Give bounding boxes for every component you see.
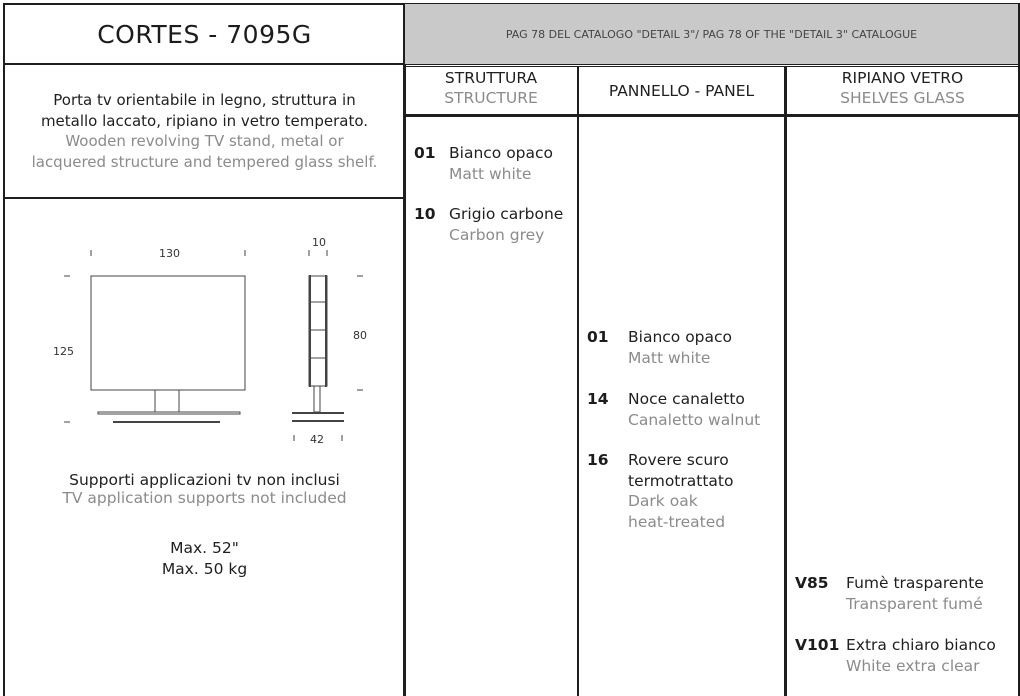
glass-name-italian: Fumè trasparente bbox=[846, 574, 984, 592]
product-description bbox=[4, 90, 405, 172]
column-header-shelves bbox=[787, 68, 1018, 114]
front-view-screen bbox=[91, 276, 245, 390]
technical-drawing bbox=[40, 230, 380, 450]
structure-finish-10 bbox=[414, 204, 576, 245]
structure-label-italian: STRUTTURA bbox=[444, 69, 538, 87]
finish-code: 01 bbox=[587, 328, 609, 346]
divider-desc bbox=[3, 197, 405, 199]
description-italian: Porta tv orientabile in legno, struttura in metallo laccato, ripiano in vetro temperato. bbox=[40, 91, 369, 130]
side-view-stem bbox=[314, 386, 320, 412]
front-view-base bbox=[98, 412, 240, 414]
front-view-stem bbox=[155, 390, 179, 412]
product-title: CORTES - 7095G bbox=[97, 19, 312, 49]
panel-finish-14 bbox=[587, 389, 782, 430]
supports-note-english: TV application supports not included bbox=[62, 489, 347, 507]
finish-name-italian: Grigio carbone bbox=[449, 205, 564, 223]
finish-name-english: Dark oak bbox=[628, 492, 698, 510]
divider-colhead bbox=[405, 114, 1020, 117]
finish-name-italian-cont: termotrattato bbox=[628, 471, 734, 490]
supports-note bbox=[4, 471, 405, 507]
finish-code: 14 bbox=[587, 390, 609, 408]
shelf-glass-v101 bbox=[795, 635, 1017, 676]
panel-finish-01 bbox=[587, 327, 782, 368]
glass-name-italian: Extra chiaro bianco bbox=[846, 636, 996, 654]
dimension-depth-top: 10 bbox=[312, 236, 326, 249]
finish-code: 01 bbox=[414, 144, 436, 162]
glass-code: V101 bbox=[795, 636, 840, 654]
shelf-glass-v85 bbox=[795, 573, 1017, 614]
dimension-width: 130 bbox=[159, 247, 180, 260]
structure-finish-01 bbox=[414, 143, 576, 184]
panel-finish-16 bbox=[587, 450, 782, 532]
glass-code: V85 bbox=[795, 574, 829, 592]
finish-name-italian: Noce canaletto bbox=[628, 390, 745, 408]
dimension-drawing bbox=[40, 230, 380, 450]
divider-col-2 bbox=[784, 66, 787, 696]
side-view-column bbox=[309, 276, 327, 386]
max-size: Max. 52" bbox=[170, 539, 239, 557]
finish-name-english-cont: heat-treated bbox=[628, 512, 726, 531]
finish-name-english: Canaletto walnut bbox=[628, 410, 761, 429]
description-english: Wooden revolving TV stand, metal or lacquered structure and tempered glass shelf. bbox=[31, 132, 378, 171]
finish-name-italian: Bianco opaco bbox=[628, 328, 733, 346]
shelves-label-english: SHELVES GLASS bbox=[840, 89, 965, 107]
max-limits bbox=[4, 538, 405, 580]
shelves-label-italian: RIPIANO VETRO bbox=[841, 69, 964, 87]
finish-name-english: Matt white bbox=[449, 164, 532, 183]
finish-name-english: Matt white bbox=[628, 348, 711, 367]
finish-name-italian: Rovere scuro bbox=[628, 451, 729, 469]
finish-name-english: Carbon grey bbox=[449, 225, 545, 244]
divider-colhead-top bbox=[405, 66, 1020, 67]
catalogue-reference: PAG 78 DEL CATALOGO "DETAIL 3"/ PAG 78 OF THE "DETAIL 3" CATALOGUE bbox=[405, 4, 1018, 64]
dimension-height: 125 bbox=[53, 345, 74, 358]
dimension-side-height: 80 bbox=[353, 329, 367, 342]
glass-name-english: Transparent fumé bbox=[846, 594, 983, 613]
finish-code: 10 bbox=[414, 205, 436, 223]
glass-name-english: White extra clear bbox=[846, 656, 980, 675]
finish-name-italian: Bianco opaco bbox=[449, 144, 554, 162]
finish-code: 16 bbox=[587, 451, 609, 469]
dimension-base-depth: 42 bbox=[310, 433, 324, 446]
structure-label-english: STRUCTURE bbox=[444, 89, 538, 107]
column-header-structure bbox=[405, 68, 577, 114]
max-weight: Max. 50 kg bbox=[161, 560, 248, 578]
column-header-panel: PANNELLO - PANEL bbox=[608, 82, 755, 100]
supports-note-italian: Supporti applicazioni tv non inclusi bbox=[69, 471, 340, 489]
divider-col-1 bbox=[577, 66, 579, 696]
